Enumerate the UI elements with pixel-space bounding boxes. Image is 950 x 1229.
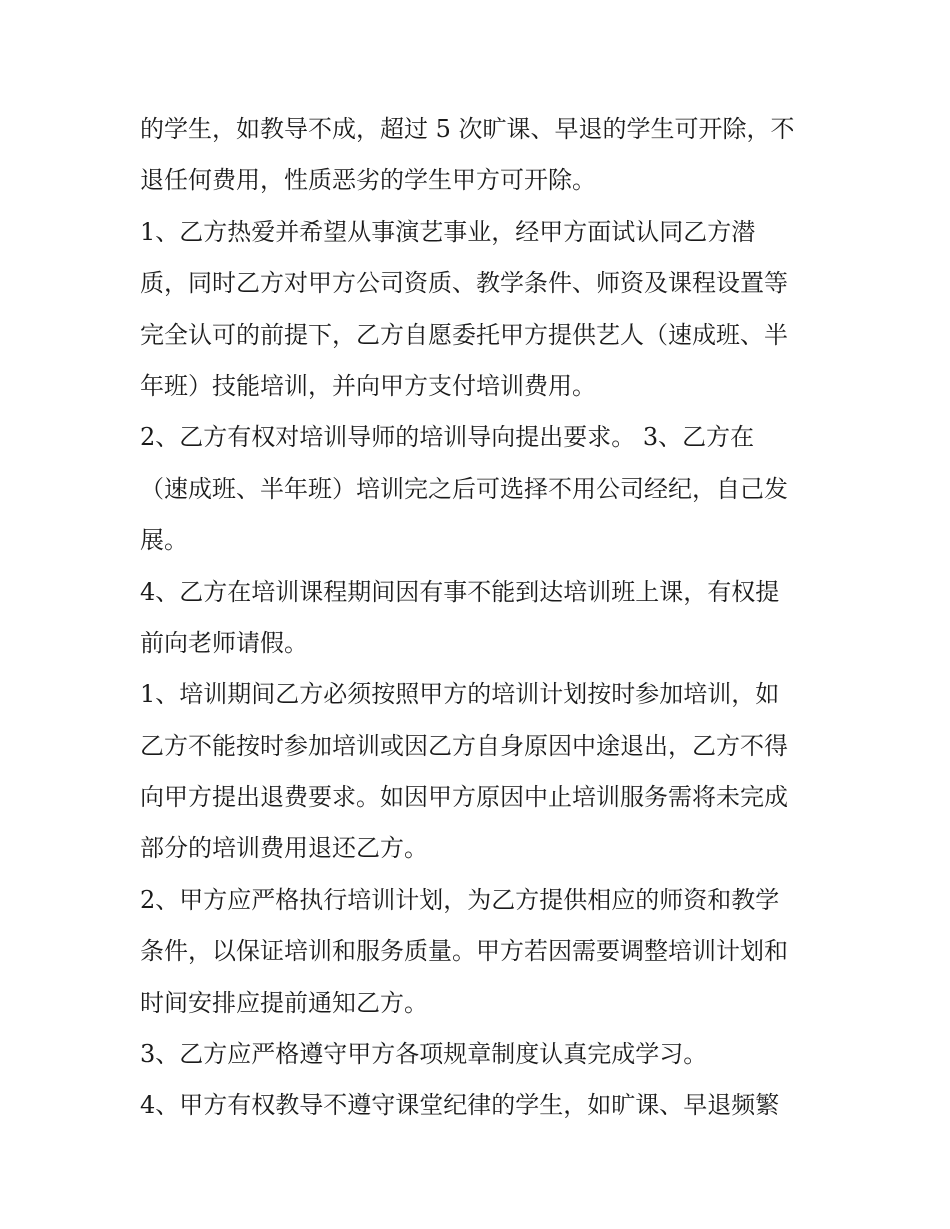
text-line: （速成班、半年班）培训完之后可选择不用公司经纪，自己发 — [140, 474, 788, 503]
contract-text — [140, 104, 830, 1132]
text-line: 前向老师请假。 — [140, 628, 308, 657]
text-line: 乙方不能按时参加培训或因乙方自身原因中途退出，乙方不得 — [140, 731, 788, 760]
text-line: 4、乙方在培训课程期间因有事不能到达培训班上课，有权提 — [140, 577, 780, 606]
text-line: 的学生，如教导不成，超过 5 次旷课、早退的学生可开除，不 — [140, 115, 795, 143]
text-line: 2、乙方有权对培训导师的培训导向提出要求。 3、乙方在 — [140, 423, 755, 452]
text-line: 展。 — [140, 526, 188, 555]
text-line: 时间安排应提前通知乙方。 — [140, 988, 428, 1017]
text-line: 2、甲方应严格执行培训计划，为乙方提供相应的师资和教学 — [140, 885, 780, 914]
text-line: 1、培训期间乙方必须按照甲方的培训计划按时参加培训，如 — [140, 680, 780, 709]
text-line: 年班）技能培训，并向甲方支付培训费用。 — [140, 371, 596, 400]
text-line: 向甲方提出退费要求。如因甲方原因中止培训服务需将未完成 — [140, 783, 788, 812]
text-line: 质，同时乙方对甲方公司资质、教学条件、师资及课程设置等 — [140, 269, 788, 298]
text-line: 1、乙方热爱并希望从事演艺事业，经甲方面试认同乙方潜 — [140, 217, 756, 246]
text-line: 3、乙方应严格遵守甲方各项规章制度认真完成学习。 — [140, 1040, 708, 1069]
text-line: 4、甲方有权教导不遵守课堂纪律的学生，如旷课、早退频繁 — [140, 1091, 780, 1120]
text-line: 完全认可的前提下，乙方自愿委托甲方提供艺人（速成班、半 — [140, 320, 788, 349]
text-line: 条件，以保证培训和服务质量。甲方若因需要调整培训计划和 — [140, 937, 788, 966]
text-line: 退任何费用，性质恶劣的学生甲方可开除。 — [140, 166, 596, 195]
text-line: 部分的培训费用退还乙方。 — [140, 834, 428, 863]
